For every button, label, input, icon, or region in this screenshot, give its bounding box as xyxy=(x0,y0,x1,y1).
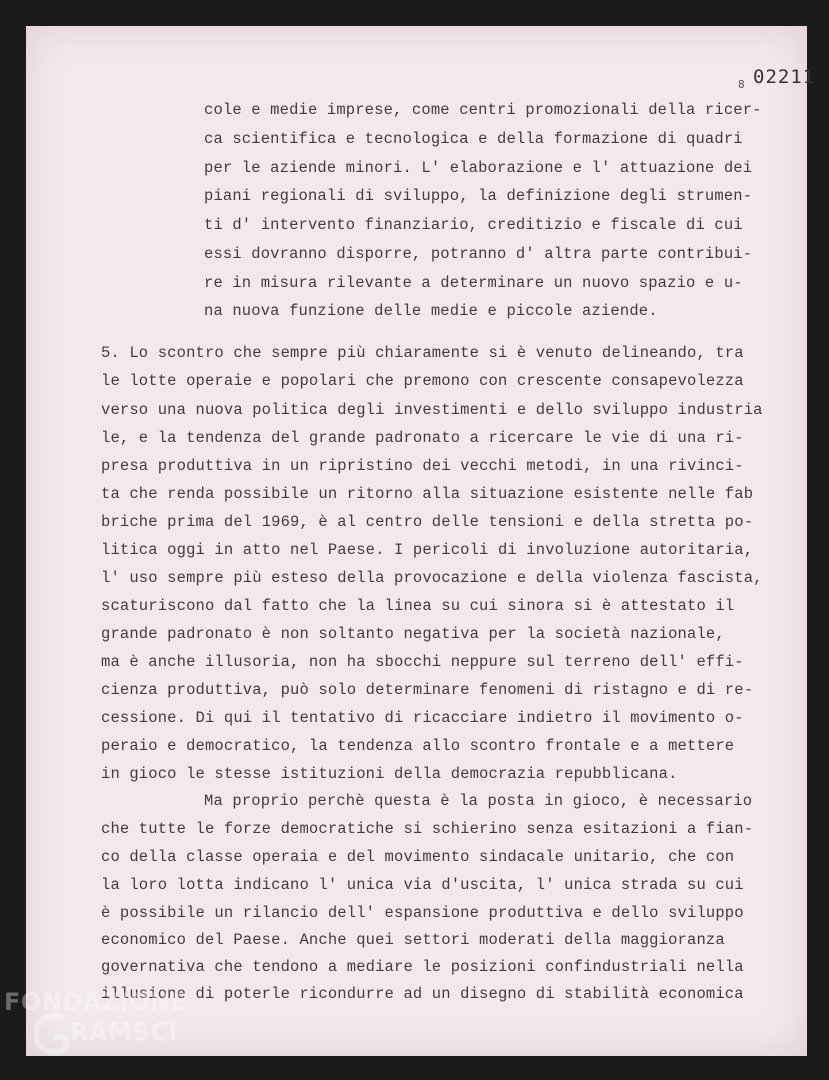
text-line: verso una nuova politica degli investimenti e dello sviluppo industria xyxy=(101,401,763,419)
text-line: la loro lotta indicano l' unica via d'uscita, l' unica strada su cui xyxy=(101,876,744,894)
document-number: 02211 xyxy=(753,66,816,88)
text-line: è possibile un rilancio dell' espansione produttiva e dello sviluppo xyxy=(101,904,744,922)
text-line: presa produttiva in un ripristino dei vecchi metodi, in una rivinci- xyxy=(101,457,744,475)
text-line: illusione di poterle ricondurre ad un disegno di stabilità economica xyxy=(101,985,744,1003)
fondazione-gramsci-watermark xyxy=(4,985,214,1077)
document-page xyxy=(26,26,816,1056)
text-line: governativa che tendono a mediare le posizioni confindustriali nella xyxy=(101,958,744,976)
text-line: co della classe operaia e del movimento sindacale unitario, che con xyxy=(101,848,735,866)
text-line: Ma proprio perchè questa è la posta in gioco, è necessario xyxy=(204,792,753,810)
text-line: 5. Lo scontro che sempre più chiaramente si è venuto delineando, tra xyxy=(101,344,744,362)
text-line: cessione. Di qui il tentativo di ricacciare indietro il movimento o- xyxy=(101,709,744,727)
text-line: grande padronato è non soltanto negativa per la società nazionale, xyxy=(101,625,725,643)
text-line: l' uso sempre più esteso della provocazione e della violenza fascista, xyxy=(101,569,763,587)
text-line: ti d' intervento finanziario, creditizio e fiscale di cui xyxy=(204,216,743,234)
text-line: cole e medie imprese, come centri promozionali della ricer- xyxy=(204,101,762,119)
text-line: ca scientifica e tecnologica e della formazione di quadri xyxy=(204,130,743,148)
text-line: piani regionali di sviluppo, la definizione degli strumen- xyxy=(204,187,753,205)
text-line: litica oggi in atto nel Paese. I pericoli di involuzione autoritaria, xyxy=(101,541,754,559)
text-line: che tutte le forze democratiche si schierino senza esitazioni a fian- xyxy=(101,820,754,838)
text-line: scaturiscono dal fatto che la linea su cui sinora si è attestato il xyxy=(101,597,735,615)
text-line: in gioco le stesse istituzioni della democrazia repubblicana. xyxy=(101,765,678,783)
watermark-line-1: FONDAZIONE xyxy=(4,988,188,1016)
text-line: na nuova funzione delle medie e piccole aziende. xyxy=(204,302,658,320)
text-line: le lotte operaie e popolari che premono con crescente consapevolezza xyxy=(101,372,744,390)
text-line: briche prima del 1969, è al centro delle tensioni e della stretta po- xyxy=(101,513,754,531)
text-line: cienza produttiva, può solo determinare fenomeni di ristagno e di re- xyxy=(101,681,754,699)
text-line: economico del Paese. Anche quei settori moderati della maggioranza xyxy=(101,931,725,949)
text-line: re in misura rilevante a determinare un nuovo spazio e u- xyxy=(204,274,743,292)
text-line: peraio e democratico, la tendenza allo scontro frontale e a mettere xyxy=(101,737,735,755)
watermark-g-logo-icon xyxy=(34,1009,70,1061)
watermark-line-2: RAMSCI xyxy=(70,1018,178,1046)
text-line: per le aziende minori. L' elaborazione e l' attuazione dei xyxy=(204,159,753,177)
page-mark: 8 xyxy=(738,78,745,91)
text-line: le, e la tendenza del grande padronato a ricercare le vie di una ri- xyxy=(101,429,744,447)
text-line: essi dovranno disporre, potranno d' altra parte contribui- xyxy=(204,245,753,263)
text-line: ma è anche illusoria, non ha sbocchi neppure sul terreno dell' effi- xyxy=(101,653,744,671)
text-line: ta che renda possibile un ritorno alla situazione esistente nelle fab xyxy=(101,485,754,503)
